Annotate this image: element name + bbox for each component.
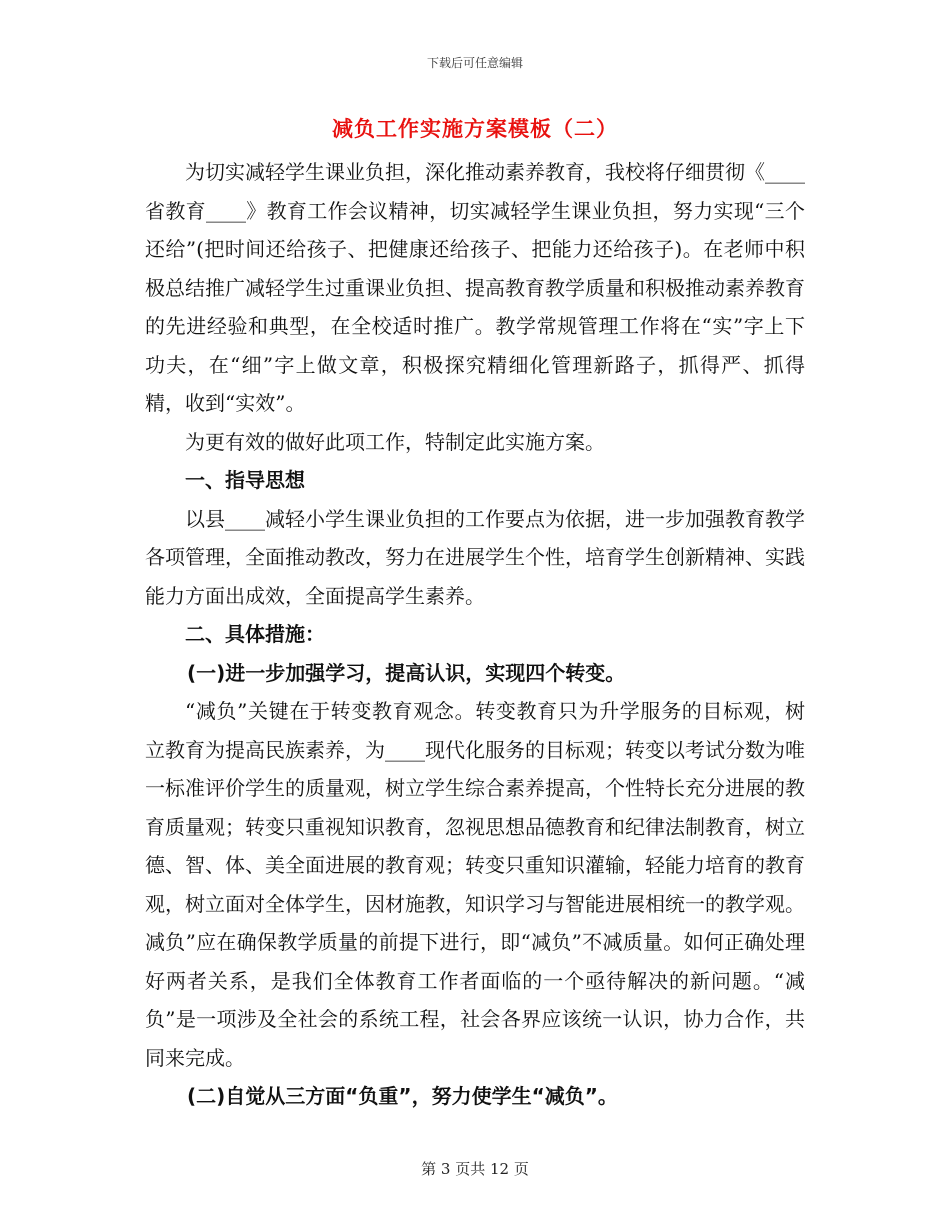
document-title: 减负工作实施方案模板（二） [332,117,618,141]
subsection-heading-2: (二)自觉从三方面“负重”，努力使学生“减负”。 [187,1084,618,1108]
section-heading-specific-measures: 二、具体措施： [185,622,325,646]
paragraph-burden-reduction: “减负”关键在于转变教育观念。转变教育只为升学服务的目标观，树立教育为提高民族素养，为____现代化服务的目标观；转变以考试分数为唯一标准评价学生的质量观，树立学生综合素养提高，个性特长充分进展的教育质量观；转变只重视知识教育，忽视思想品德教育和纪律法制教育，树立德、智、体、美全面进展的教育观；转变只重知识灌输，轻能力培育的教育观，树立面对全体学生，因材施教，知识学习与智能进展相统一的教学观。减负”应在确保教学质量的前提下进行，即“减负”不减质量。如何正确处理好两者关系，是我们全体教育工作者面临的一个亟待解决的新问题。“减负”是一项涉及全社会的系统工程，社会各界应该统一认识，协力合作，共同来完成。 [145,699,805,1070]
header-note: 下载后可任意编辑 [426,56,523,70]
subsection-heading-1: (一)进一步加强学习，提高认识，实现四个转变。 [187,660,626,685]
paragraph-guiding-ideology: 以县____减轻小学生课业负担的工作要点为依据，进一步加强教育教学各项管理，全面推动教改，努力在进展学生个性，培育学生创新精神、实践能力方面出成效，全面提高学生素养。 [145,506,805,608]
page-footer: 第 3 页共 12 页 [421,1160,529,1178]
document-body [145,153,805,1116]
section-heading-guiding-ideology: 一、指导思想 [185,468,305,492]
paragraph-purpose: 为更有效的做好此项工作，特制定此实施方案。 [185,429,605,454]
paragraph-intro: 为切实减轻学生课业负担，深化推动素养教育，我校将仔细贯彻《____省教育____》教育工作会议精神，切实减轻学生课业负担，努力实现“三个还给”(把时间还给孩子、把健康还给孩子、把能力还给孩子)。在老师中积极总结推广减轻学生过重课业负担、提高教育教学质量和积极推动素养教育的先进经验和典型，在全校适时推广。教学常规管理工作将在“实”字上下功夫，在“细”字上做文章，积极探究精细化管理新路子，抓得严、抓得精，收到“实效”。 [145,160,805,415]
